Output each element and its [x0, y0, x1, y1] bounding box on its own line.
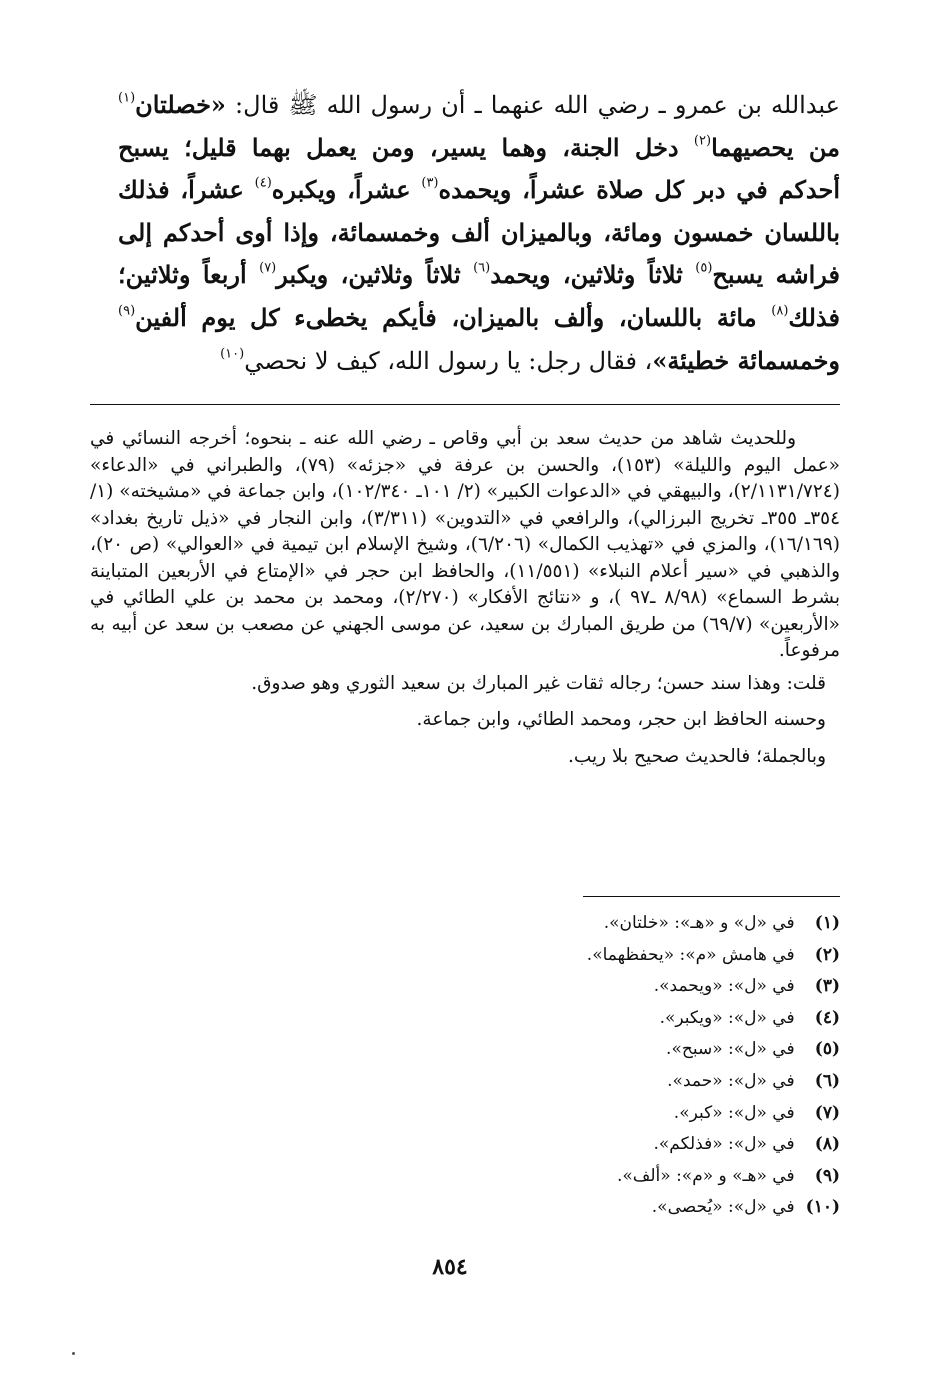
footnote-marker: (٥) — [695, 260, 713, 276]
grading-note: قلت: وهذا سند حسن؛ رجاله ثقات غير المبارك بن سعيد الثوري وهو صدوق. — [251, 672, 826, 694]
footnote-marker: (٢) — [693, 132, 712, 148]
text-run: ثلاثاً وثلاثين، ويكبر — [276, 260, 474, 290]
footnote — [340, 1034, 840, 1066]
footnotes-list — [340, 908, 840, 1224]
footnote — [340, 1066, 840, 1098]
footnote — [340, 1192, 840, 1224]
text-run: عشراً، فذلك باللسان خمسون ومائة، وبالميزان ألف وخمسمائة، وإذا أوى أحدكم إلى فراشه يسبح — [118, 175, 841, 290]
footnote-number: (١) — [814, 913, 840, 933]
footnote-marker: (١) — [118, 90, 136, 106]
footnote-number: (٢) — [814, 944, 840, 965]
footnote-marker: (٤) — [254, 175, 272, 191]
footnote-marker: (٧) — [259, 260, 277, 276]
footnote-marker: (٩) — [118, 303, 136, 319]
footnote-number: (٧) — [814, 1102, 840, 1123]
text-run: ، فقال رجل: يا رسول الله، كيف لا نحصي — [244, 346, 653, 375]
footnote-marker: (٣) — [421, 175, 439, 191]
footnote — [340, 1098, 840, 1130]
hadith-text — [118, 84, 840, 382]
footnote-number: (٨) — [814, 1134, 840, 1155]
footnote-number: (٣) — [814, 976, 840, 997]
footnote-number: (٦) — [814, 1070, 840, 1091]
footnote-text: في «ل»: «كبر». — [673, 1102, 795, 1123]
text-run: دخل الجنة، وهما يسير، ومن يعمل بهما قليل؛ يسبح أحدكم في دبر كل صلاة عشراً، ويحمده — [118, 132, 840, 205]
text-run: عبدالله بن عمرو ـ رضي الله عنهما ـ أن رسول الله ﷺ قال: — [225, 91, 840, 119]
footnote — [340, 908, 840, 940]
footnote — [340, 971, 840, 1003]
text-run: وخمسمائة خطيئة» — [652, 345, 840, 375]
text-run: عشراً، ويكبره — [271, 175, 422, 205]
footnote — [340, 1003, 840, 1035]
footnote-text: في «ل»: «حمد». — [667, 1070, 795, 1091]
footnote-marker: (١٠) — [220, 345, 245, 361]
footnote-text: في «ل» و «هـ»: «خلتان». — [603, 913, 795, 933]
footnote-marker: (٦) — [473, 260, 491, 276]
footnote-text: في «ل»: «يُحصى». — [651, 1197, 795, 1218]
footnote-number: (٩) — [814, 1165, 840, 1186]
footnote-text: في «ل»: «ويكبر». — [659, 1007, 795, 1028]
scan-speck — [72, 1352, 75, 1355]
text-run: مائة باللسان، وألف بالميزان، فأيكم يخطىء كل يوم ألفين — [135, 302, 772, 332]
footnote-text: في هامش «م»: «يحفظهما». — [586, 944, 795, 965]
commentary-block — [90, 426, 840, 770]
footnote-text: في «ل»: «ويحمد». — [653, 976, 795, 997]
footnote — [340, 1129, 840, 1161]
grading-note: وحسنه الحافظ ابن حجر، ومحمد الطائي، وابن جماعة. — [416, 709, 826, 730]
takhrij-paragraph: وللحديث شاهد من حديث سعد بن أبي وقاص ـ رضي الله عنه ـ بنحوه؛ أخرجه النسائي في «عمل اليوم والليلة» (١٥٣)، والحسن بن عرفة في «جزئه» (٧٩)، والطبراني في «الدعاء» (٢/١١٣١/٧٢٤)، والبيهقي في «الدعوات الكبير» (٢/ ١٠١ـ ١٠٢/٣٤٠)، وابن جماعة في «مشيخته» (١/ ٣٥٤ـ ٣٥٥ـ تخريج البرزالي)، والرافعي في «التدوين» (٣/٣١١)، وابن النجار في «ذيل تاريخ بغداد» (١٦/١٦٩)، والمزي في «تهذيب الكمال» (٦/٢٠٦)، وشيخ الإسلام ابن تيمية في «العوالي» (ص ٢٠)، والذهبي في «سير أعلام النبلاء» (١١/٥٥١)، والحافظ ابن حجر في «الإمتاع في الأربعين المتباينة بشرط السماع» (٨/٩٨ ـ٩٧ )، و «نتائج الأفكار» (٢/٢٧٠)، ومحمد بن محمد بن علي الطائي في «الأربعين» (٦٩/٧) من طريق المبارك بن سعيد، عن موسى الجهني عن مصعب بن سعد عن أبيه به مرفوعاً. — [90, 428, 841, 661]
footnote-text: في «ل»: «فذلكم». — [653, 1134, 795, 1155]
footnote — [340, 1161, 840, 1193]
hadith-paragraph — [118, 84, 840, 382]
separator-rule — [90, 404, 840, 405]
footnote — [340, 940, 840, 972]
footnote-marker: (٨) — [771, 303, 789, 319]
footnote-number: (٤) — [814, 1007, 840, 1028]
text-run: أربعاً وثلاثين؛ فذلك — [118, 260, 840, 332]
footnote-text: في «هـ» و «م»: «ألف». — [616, 1165, 795, 1186]
footnote-number: (٥) — [814, 1039, 840, 1060]
grading-note: وبالجملة؛ فالحديث صحيح بلا ريب. — [567, 745, 826, 767]
footnote-text: في «ل»: «سبح». — [666, 1039, 795, 1060]
footnote-separator-rule — [583, 896, 840, 897]
text-run: ثلاثاً وثلاثين، ويحمد — [490, 260, 696, 290]
text-run: «خصلتان — [135, 90, 226, 119]
footnote-number: (١٠) — [805, 1197, 840, 1218]
text-run: من يحصيهما — [711, 132, 840, 162]
page-number: ٨٥٤ — [432, 1254, 468, 1280]
